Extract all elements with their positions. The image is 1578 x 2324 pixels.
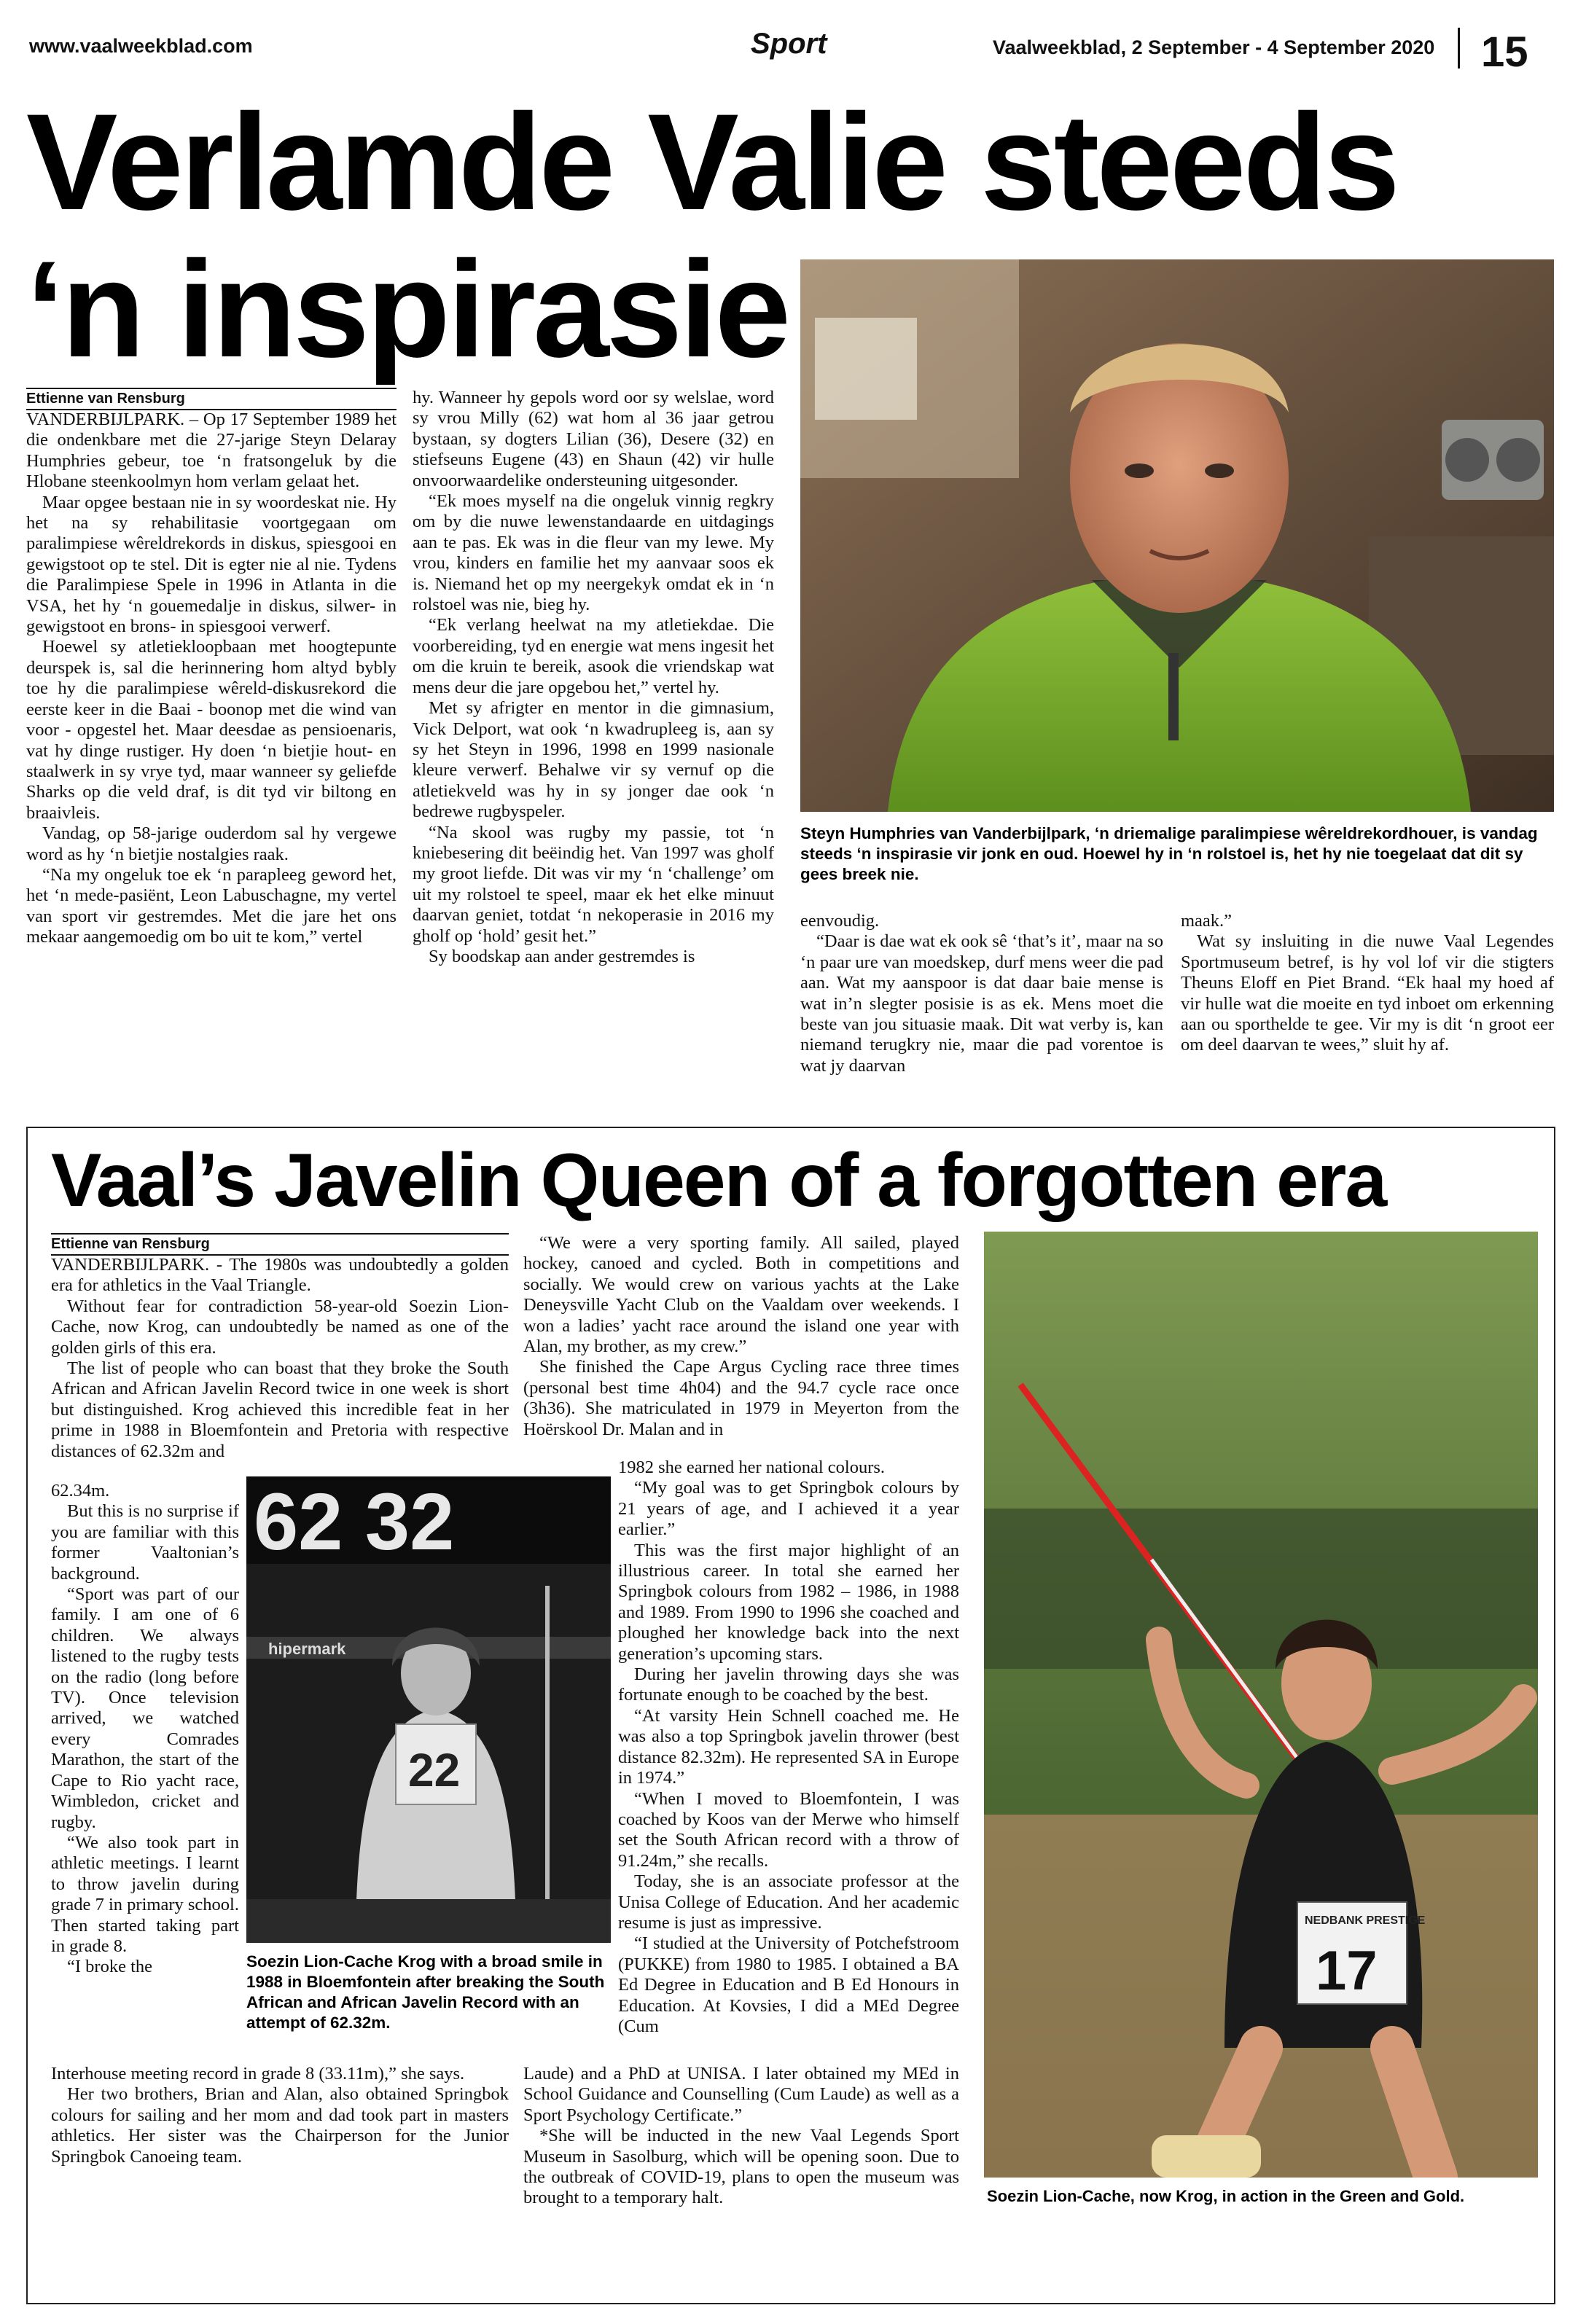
paragraph: *She will be inducted in the new Vaal Legends Sport Museum in Sasolburg, which will be opening soon. Due to the outbreak of COVID-19, plans to open the museum was brought to a temporary halt.: [523, 2126, 959, 2208]
article2-byline: Ettienne van Rensburg: [51, 1233, 509, 1256]
paragraph: VANDERBIJLPARK. – Op 17 September 1989 het die ondenkbare met die 27-jarige Steyn Delaray Humphries gebeur, toe ‘n fratsongeluk by die Hlobane steenkoolmyn hom verlam gelaat het.: [26, 410, 397, 492]
article1-column-4: [1181, 911, 1554, 1056]
paragraph: eenvoudig.: [800, 911, 880, 931]
steyn-photo-caption: Steyn Humphries van Vanderbijlpark, ‘n driemalige paralimpiese wêreldrekordhouer, is vandag steeds ‘n inspirasie vir jonk en oud. Hoewel hy in ‘n rolstoel is, het hy nie toegelaat dat dit sy gees breek nie.: [800, 824, 1538, 883]
scoreboard-photo-caption: Soezin Lion-Cache Krog with a broad smile in 1988 in Bloemfontein after breaking the South African and African Javelin Record with an attempt of 62.32m.: [246, 1952, 605, 2032]
section-name: Sport: [751, 28, 827, 60]
paragraph: “When I moved to Bloemfontein, I was coached by Koos van der Merwe who himself set the South African record with a throw of 91.24m,” she recalls.: [618, 1788, 959, 1871]
paragraph: “Ek moes myself na die ongeluk vinnig regkry om by die nuwe lewenstandaarde en uitdagings aan te pas. Ek was in die fleur van my lewe. My vrou, kinders en familie het my aanvaar soos ek is. Niemand het op my neergekyk omdat ek in ‘n rolstoel was nie, bieg hy.: [413, 491, 774, 615]
paragraph: Wat sy insluiting in die nuwe Vaal Legendes Sportmuseum betref, is hy vol lof vir die stigters Theuns Eloff en Piet Brand. “Ek haal my hoed af vir hulle wat die moeite en tyd inboet om erkenning aan ou sporthelde te gee. Vir my is dit ‘n groot eer om deel daarvan te wees,” sluit hy af.: [1181, 931, 1554, 1055]
paragraph: But this is no surprise if you are familiar with this former Vaaltonian’s background.: [51, 1501, 239, 1584]
scoreboard-sign-text: hipermark: [268, 1640, 346, 1658]
article1-column-1: [26, 410, 397, 948]
article1-headline-line2: ‘n inspirasie: [26, 232, 789, 386]
paragraph: “Sport was part of our family. I am one of 6 children. We always listened to the rugby tests on the radio (long before TV). Once television arrived, we watched every Comrades Marathon, the start of the Cape to Rio yacht race, Wimbledon, cricket and rugby.: [51, 1584, 239, 1832]
paragraph: “Daar is dae wat ek ook sê ‘that’s it’, maar na so ‘n paar ure van moedskep, durf mens weer die pad aan. Wat my aanspoor is dat daar baie mense is wat in’n slegter posisie is as ek. Mens moet die beste van jou situasie maak. Dit wat verby is, kan niemand terugkry nie, maar die pad vorentoe is wat jy daarvan: [800, 931, 1163, 1076]
javelin-photo-illustration: [984, 1232, 1538, 2178]
website-url: www.vaalweekblad.com: [29, 35, 253, 57]
scoreboard-record-photo: [246, 1476, 611, 1943]
steyn-humphries-photo: [800, 259, 1554, 812]
paragraph: Today, she is an associate professor at the Unisa College of Education. And her academic resume is just as impressive.: [618, 1871, 959, 1933]
article1-column-3: [800, 911, 1163, 1076]
paragraph: Without fear for contradiction 58-year-old Soezin Lion-Cache, now Krog, can undoubtedly be named as one of the golden girls of this era.: [51, 1296, 509, 1358]
paragraph: 1982 she earned her national colours.: [618, 1458, 886, 1477]
article1-column-2: [413, 388, 774, 967]
paragraph: hy. Wanneer hy gepols word oor sy welslae, word sy vrou Milly (62) wat hom al 36 jaar getrou bystaan, sy dogters Lilian (36), Desere (32) en stiefseuns Eugene (43) en Shaun (42) vir hulle onvoorwaardelike ondersteuning uitgesonder.: [413, 388, 774, 490]
javelin-action-photo: [984, 1232, 1538, 2178]
athlete-bib-number: 17: [1316, 1940, 1378, 2002]
paragraph: “At varsity Hein Schnell coached me. He was also a top Springbok javelin thrower (best distance 82.32m). He represented SA in Europe in 1974.”: [618, 1705, 959, 1788]
article1-byline: Ettienne van Rensburg: [26, 388, 397, 410]
article2-column-2-bottom: [523, 2064, 959, 2209]
paragraph: “We were a very sporting family. All sailed, played hockey, canoed and cycled. Both in competitions and socially. We would crew on various yachts at the Lake Deneysville Yacht Club on the Vaaldam over weekends. I won a ladies’ yacht race around the island one year with Alan, my brother, as my crew.”: [523, 1233, 959, 1357]
paragraph: During her javelin throwing days she was fortunate enough to be coached by the best.: [618, 1664, 959, 1705]
article2-column-1-narrow: [51, 1481, 239, 1978]
paragraph: Her two brothers, Brian and Alan, also obtained Springbok colours for sailing and her mom and dad took part in masters athletics. Her sister was the Chairperson for the Junior Springbok Canoeing team.: [51, 2084, 509, 2167]
article2-headline: Vaal’s Javelin Queen of a forgotten era: [51, 1138, 1386, 1223]
paragraph: This was the first major highlight of an illustrious career. In total she earned her Springbok colours from 1982 – 1986, in 1988 and 1989. From 1990 to 1996 she coached and ploughed her knowledge back into the next generation’s upcoming stars.: [618, 1540, 959, 1664]
paragraph: Laude) and a PhD at UNISA. I later obtained my MEd in School Guidance and Counselling (Cum Laude) as well as a Sport Psychology Certificate.”: [523, 2064, 959, 2125]
masthead-divider: [1458, 28, 1460, 69]
paragraph: “Ek verlang heelwat na my atletiekdae. Die voorbereiding, tyd en energie wat mens ingesit het om die kruin te bereik, asook die vriendskap wat mens deur die jare opgebou het,” vertel hy.: [413, 615, 774, 697]
paragraph: Interhouse meeting record in grade 8 (33.11m),” she says.: [51, 2064, 465, 2084]
paragraph: 62.34m.: [51, 1481, 110, 1501]
article2-column-2-middle: [618, 1458, 959, 2037]
paragraph: “I studied at the University of Potchefstroom (PUKKE) from 1980 to 1985. I obtained a BA Ed Degree in Education and B Ed Honours in Education. At Kovsies, I did a MEd Degree (Cum: [618, 1933, 959, 2036]
article2-column-2-top: [523, 1233, 959, 1440]
scoreboard-photo-illustration: [246, 1476, 611, 1943]
paragraph: VANDERBIJLPARK. - The 1980s was undoubtedly a golden era for athletics in the Vaal Triangle.: [51, 1255, 509, 1296]
scoreboard-digits: 62 32: [254, 1477, 455, 1567]
paragraph: “Na my ongeluk toe ek ‘n parapleeg geword het, het ‘n mede-pasiënt, Leon Labuschagne, my vertel van sport vir gestremdes. Met die jare het ons mekaar aangemoedig om bo uit te kom,” vertel: [26, 864, 397, 947]
paragraph: Maar opgee bestaan nie in sy woordeskat nie. Hy het na sy rehabilitasie voortgegaan om paralimpiese wêreldrekords in diskus, spiesgooi en gewigstoot op te stel. Dit is egter nie al nie. Tydens die Paralimpiese Spele in 1996 in Atlanta in die VSA, het hy ‘n gouemedalje in diskus, silwer- in gewigstoot en brons- in spiesgooi verwerf.: [26, 492, 397, 637]
article2-column-1-bottom: [51, 2064, 509, 2167]
paragraph: maak.”: [1181, 911, 1233, 931]
page-number: 15: [1481, 28, 1528, 76]
article2-column-1-top: [51, 1255, 509, 1462]
paragraph: The list of people who can boast that they broke the South African and African Javelin Record twice in one week is short but distinguished. Krog achieved this incredible feat in her prime in 1988 in Bloemfontein and Pretoria with respective distances of 62.32m and: [51, 1358, 509, 1461]
paragraph: “We also took part in athletic meetings. I learnt to throw javelin during grade 7 in primary school. Then started taking part in grade 8.: [51, 1832, 239, 1956]
javelin-photo-caption: Soezin Lion-Cache, now Krog, in action in the Green and Gold.: [987, 2187, 1465, 2205]
athlete-bib-number: 22: [408, 1744, 461, 1796]
issue-date: Vaalweekblad, 2 September - 4 September 2020: [993, 36, 1435, 58]
paragraph: “Na skool was rugby my passie, tot ‘n kniebesering dit beëindig het. Van 1997 was gholf my groot liefde. Dit was vir my ‘n ‘challenge’ om uit my rolstoel te speel, maar ek het elke minuut daarvan geniet, totdat ‘n nekoperasie in 2016 my gholf op ‘hold’ gesit het.”: [413, 822, 774, 946]
article1-headline-line1: Verlamde Valie steeds: [26, 85, 1397, 238]
paragraph: Hoewel sy atletiekloopbaan met hoogtepunte deurspek is, sal die herinnering hom altyd bybly toe hy die paralimpiese wêreld-diskusrekord die eerste keer in die Baai - boonop met die wind van voor - opgestel het. Maar deesdae as pensioenaris, vat hy dinge rustiger. Hy doen ‘n bietjie hout- en staalwerk in sy vrye tyd, maar wanneer sy geliefde Sharks op die veld draf, is dit tyd vir biltong en braaivleis.: [26, 637, 397, 823]
paragraph: Met sy afrigter en mentor in die gimnasium, Vick Delport, wat ook ‘n kwadrupleeg is, aan sy sy het Steyn in 1996, 1998 en 1999 nasionale kleure verwerf. Behalwe vir sy vernuf op die atletiekveld was hy in sy jonger dae ook ‘n bedrewe rugbyspeler.: [413, 698, 774, 822]
paragraph: “My goal was to get Springbok colours by 21 years of age, and I achieved it a year earlier.”: [618, 1478, 959, 1540]
paragraph: Vandag, op 58-jarige ouderdom sal hy vergewe word as hy ‘n bietjie nostalgies raak.: [26, 823, 397, 864]
athlete-bib-sponsor: NEDBANK PRESTIGE: [1305, 1914, 1426, 1927]
paragraph: “I broke the: [67, 1957, 152, 1977]
paragraph: Sy boodskap aan ander gestremdes is: [429, 946, 695, 966]
steyn-photo-illustration: [800, 259, 1554, 812]
paragraph: She finished the Cape Argus Cycling race three times (personal best time 4h04) and the 94.7 cycle race once (3h36). She matriculated in 1979 in Meyerton from the Hoërskool Dr. Malan and in: [523, 1357, 959, 1439]
